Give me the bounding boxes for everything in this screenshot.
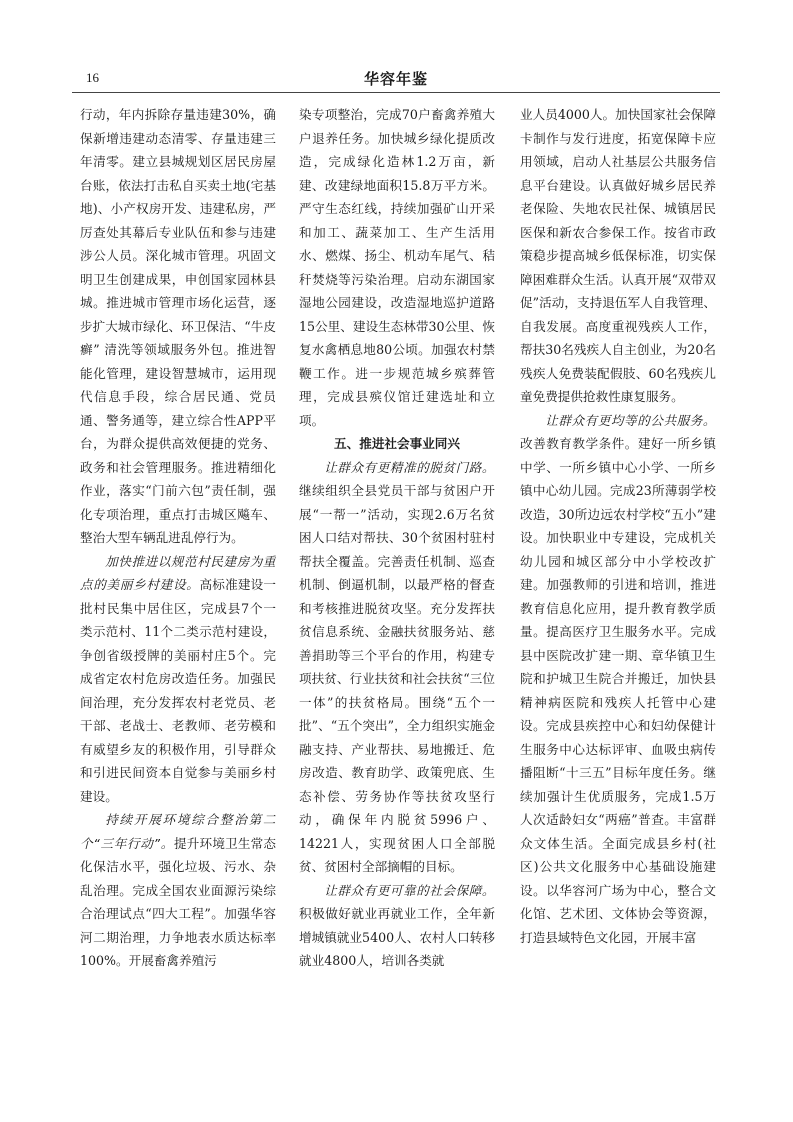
paragraph-body: 继续组织全县党员干部与贫困户开展“一帮一”活动，实现2.6万名贫困人口结对帮扶、30个贫困村驻村帮扶全覆盖。完善责任机制、巡查机制、倒逼机制，以最严格的督查和考核推进脱贫攻坚。充分发挥扶贫信息系统、金融扶贫服务站、慈善捐助等三个平台的作用，构建专项扶贫、行业扶贫和社会扶贫“三位一体”的扶贫格局。围绕“五个一批”、“五个突出”，全力组织实施金融支持、产业帮扶、易地搬迁、危房改造、教育助学、政策兜底、生态补偿、劳务协作等扶贫攻坚行动，确保年内脱贫5996户、14221人，实现贫困人口全部脱贫、贫困村全部摘帽的目标。 [299, 483, 495, 874]
section-heading: 五、推进社会事业同兴 [334, 436, 460, 451]
running-title: 华容年鉴 [363, 70, 428, 88]
paragraph-body: 积极做好就业再就业工作，全年新增城镇就业5400人、农村人口转移就业4800人，培训各类就 [299, 906, 495, 968]
paragraph-body: 改善教育教学条件。建好一所乡镇中学、一所乡镇中心小学、一所乡镇中心幼儿园。完成23所薄弱学校改造，30所边远农村学校“五小”建设。加快职业中专建设，完成机关幼儿园和城区部分中小学校改扩建。加强教师的引进和培训，推进教育信息化应用，提升教育教学质量。提高医疗卫生服务水平。完成县中医院改扩建一期、章华镇卫生院和护城卫生院合并搬迁，加快县精神病医院和残疾人托管中心建设。完成县疾控中心和妇幼保健计生服务中心达标评审、血吸虫病传播阻断“十三五”目标年度任务。继续加强计生优质服务，完成1.5万人次适龄妇女“两癌”普查。丰富群众文体生活。全面完成县乡村(社区)公共文化服务中心基础设施建设。以华容河广场为中心，整合文化馆、艺术团、文体协会等资源，打造县域特色文化园，开展丰富 [520, 436, 716, 945]
paragraph-body: 高标准建设一批村民集中居住区，完成县7个一类示范村、11个二类示范村建设，争创省级授牌的美丽村庄5个。完成省定农村危房改造任务。加强民间治理，充分发挥农村老党员、老干部、老战士、老教师、老劳模和有威望乡友的积极作用，引导群众和引进民间资本自觉参与美丽乡村建设。 [80, 577, 276, 804]
lead-phrase: 让群众有更可靠的社会保障。 [324, 882, 495, 898]
paragraph [299, 456, 495, 879]
paragraph-body: 提升环境卫生常态化保洁水平，强化垃圾、污水、杂乱治理。完成全国农业面源污染综合治理试点“四大工程”。加强华容河二期治理，力争地表水质达标率100%。开展畜禽养殖污 [80, 835, 276, 968]
lead-phrase: 让群众有更均等的公共服务。 [545, 412, 716, 428]
text-column-3 [520, 103, 716, 1093]
lead-phrase: 持续开展环境综合整治第二个“三年行动”。 [80, 812, 276, 851]
lead-phrase: 加快推进以规范村民建房为重点的美丽乡村建设。 [80, 553, 276, 592]
page-header [72, 70, 720, 92]
lead-phrase: 让群众有更精准的脱贫门路。 [324, 459, 495, 475]
paragraph [80, 550, 276, 809]
page-number: 16 [86, 70, 99, 85]
text-column-2 [299, 103, 495, 1093]
paragraph: 业人员4000人。加快国家社会保障卡制作与发行进度，拓宽保障卡应用领域，启动人社基层公共服务信息平台建设。认真做好城乡居民养老保险、失地农民社保、城镇居民医保和新农合参保工作。按省市政策稳步提高城乡低保标准，切实保障困难群众生活。认真开展“双带双促”活动，支持退伍军人自我管理、自我发展。高度重视残疾人工作，帮扶30名残疾人自主创业，为20名残疾人免费装配假肢、60名残疾儿童免费提供抢救性康复服务。 [520, 107, 716, 404]
paragraph [520, 409, 716, 950]
text-column-1 [80, 103, 276, 1093]
paragraph [299, 879, 495, 973]
paragraph [80, 808, 276, 973]
paragraph: 染专项整治，完成70户畜禽养殖大户退养任务。加快城乡绿化提质改造，完成绿化造林1.2万亩，新建、改建绿地面积15.8万平方米。严守生态红线，持续加强矿山开采和加工、蔬菜加工、生产生活用水、燃煤、扬尘、机动车尾气、秸秆焚烧等污染治理。启动东湖国家湿地公园建设，改造湿地巡护道路15公里、建设生态林带30公里、恢复水禽栖息地80公顷。加强农村禁鞭工作。进一步规范城乡殡葬管理，完成县殡仪馆迁建选址和立项。 [299, 107, 495, 428]
header-rule [72, 92, 720, 93]
paragraph: 行动，年内拆除存量违建30%，确保新增违建动态清零、存量违建三年清零。建立县城规划区居民房屋台账，依法打击私自买卖土地(宅基地)、小产权房开发、违建私房，严厉查处其幕后专业队伍和参与违建涉公人员。深化城市管理。巩固文明卫生创建成果，申创国家园林县城。推进城市管理市场化运营，逐步扩大城市绿化、环卫保洁、“牛皮癣” 清洗等领域服务外包。推进智能化管理，建设智慧城市，运用现代信息手段，综合居民通、党员通、警务通等，建立综合性APP平台，为群众提供高效便捷的党务、政务和社会管理服务。推进精细化作业，落实“门前六包”责任制，强化专项治理，重点打击城区飚车、整治大型车辆乱进乱停行为。 [80, 107, 276, 545]
